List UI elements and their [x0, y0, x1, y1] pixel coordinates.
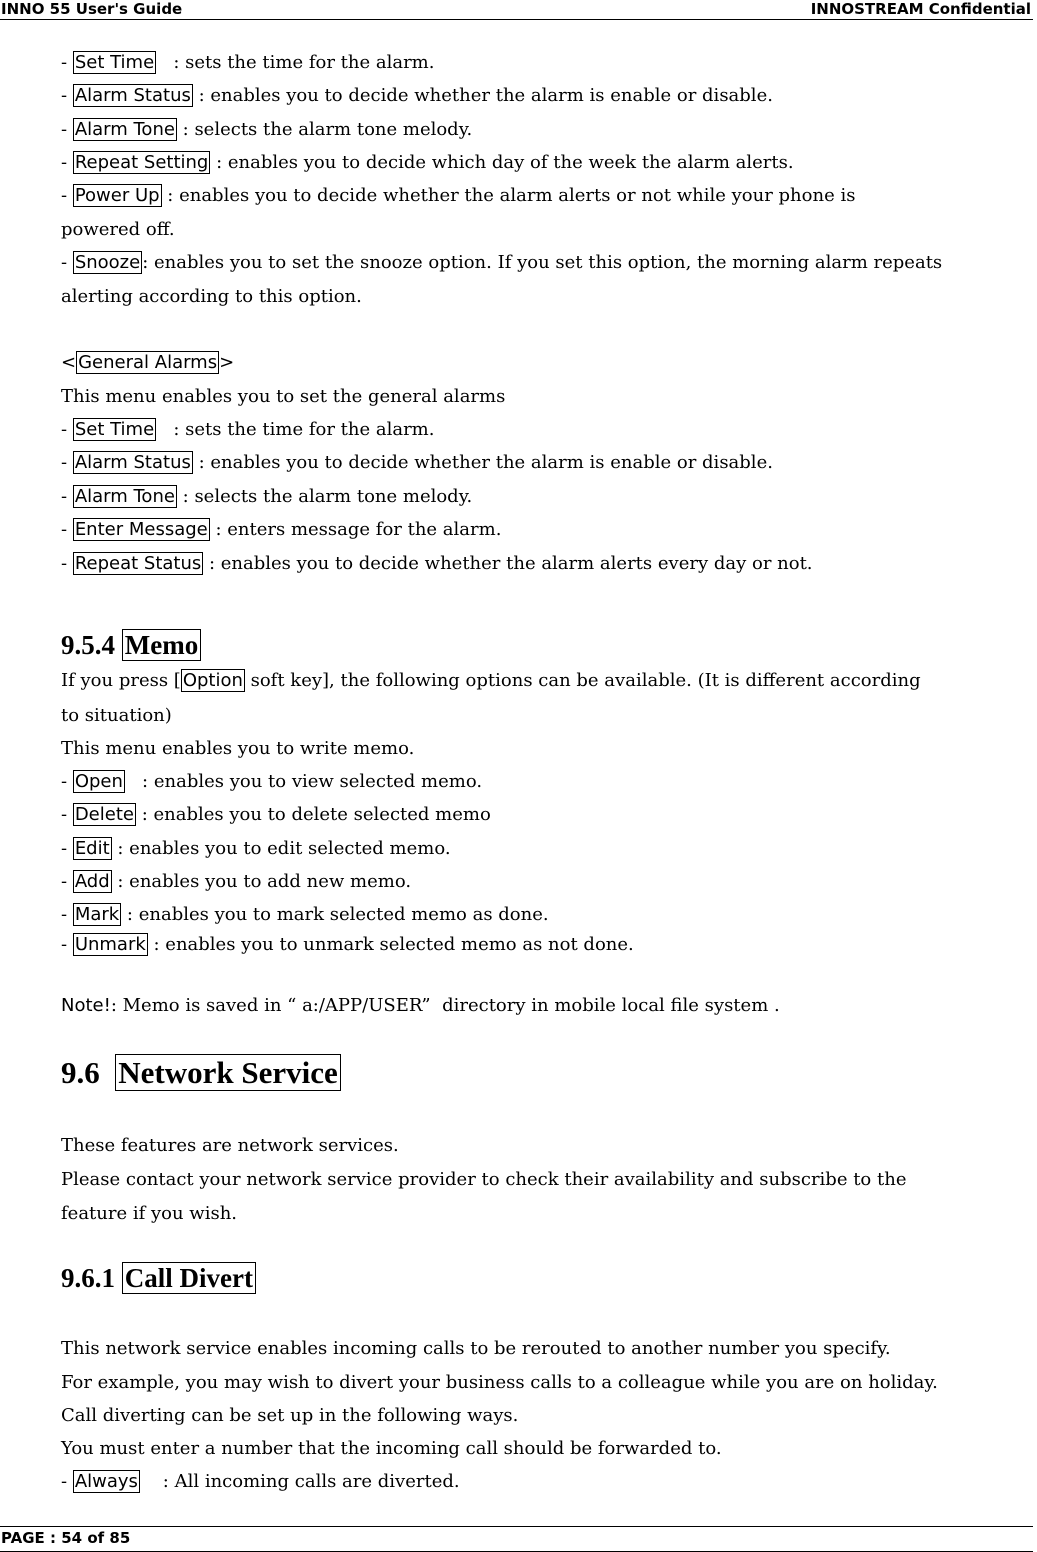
- paragraph: These features are network services.: [61, 1135, 399, 1156]
- term-enter-message: Enter Message: [74, 519, 208, 540]
- header-doc-title: INNO 55 User's Guide: [1, 0, 183, 18]
- term-general-alarms: General Alarms: [78, 352, 218, 373]
- note-label: Note!: [61, 995, 111, 1016]
- list-item: - Mark : enables you to mark selected memo as done.: [61, 904, 549, 925]
- list-item: - Repeat Status : enables you to decide whether the alarm alerts every day or not.: [61, 553, 813, 574]
- page-header: [0, 0, 1033, 20]
- continuation-text: alerting according to this option.: [61, 286, 362, 307]
- section-heading-memo: 9.5.4 Memo: [61, 628, 201, 662]
- header-confidential: INNOSTREAM Confidential: [810, 0, 1031, 18]
- network-service-title: Network Service: [115, 1054, 341, 1091]
- list-item: - Alarm Status : enables you to decide whether the alarm is enable or disable.: [61, 452, 773, 473]
- term-edit: Edit: [74, 838, 110, 859]
- call-divert-title: Call Divert: [122, 1262, 256, 1294]
- list-item: - Snooze : enables you to set the snooze option. If you set this option, the morning alarm repeats: [61, 252, 943, 273]
- continuation-text: to situation): [61, 705, 172, 726]
- paragraph: Call diverting can be set up in the following ways.: [61, 1405, 519, 1426]
- list-item: - Repeat Setting : enables you to decide which day of the week the alarm alerts.: [61, 152, 794, 173]
- term-set-time: Set Time: [74, 52, 155, 73]
- list-item: - Power Up : enables you to decide whether the alarm alerts or not while your phone is: [61, 185, 856, 206]
- list-item: - Delete : enables you to delete selected memo: [61, 804, 491, 825]
- page-footer: [0, 1526, 1033, 1552]
- section-heading-network-service: 9.6 Network Service: [61, 1053, 341, 1093]
- list-item: - Alarm Status : enables you to decide whether the alarm is enable or disable.: [61, 85, 773, 106]
- paragraph: Please contact your network service provider to check their availability and subscribe to the: [61, 1169, 907, 1190]
- term-snooze: Snooze: [74, 252, 141, 273]
- term-alarm-status: Alarm Status: [74, 85, 191, 106]
- list-item: - Set Time : sets the time for the alarm.: [61, 52, 435, 73]
- term-alarm-tone: Alarm Tone: [74, 119, 175, 140]
- term-add: Add: [74, 871, 110, 892]
- term-open: Open: [74, 771, 123, 792]
- memo-desc: This menu enables you to write memo.: [61, 738, 415, 759]
- memo-intro: If you press [ Option soft key], the following options can be available. (It is different according: [61, 670, 921, 691]
- list-item: - Always : All incoming calls are diverted.: [61, 1471, 460, 1492]
- list-item: - Enter Message : enters message for the alarm.: [61, 519, 502, 540]
- general-alarms-heading: < General Alarms >: [61, 352, 235, 373]
- paragraph: This network service enables incoming calls to be rerouted to another number you specify.: [61, 1338, 891, 1359]
- memo-note: Note!: Memo is saved in “ a:/APP/USER” directory in mobile local file system .: [61, 995, 780, 1016]
- term-always: Always: [74, 1471, 138, 1492]
- term-power-up: Power Up: [74, 185, 160, 206]
- term-alarm-tone: Alarm Tone: [74, 486, 175, 507]
- term-repeat-status: Repeat Status: [74, 553, 202, 574]
- paragraph: You must enter a number that the incoming call should be forwarded to.: [61, 1438, 722, 1459]
- list-item: - Open : enables you to view selected memo.: [61, 771, 483, 792]
- page-number: PAGE : 54 of 85: [1, 1529, 131, 1547]
- list-item: - Alarm Tone : selects the alarm tone melody.: [61, 486, 473, 507]
- term-repeat-setting: Repeat Setting: [74, 152, 209, 173]
- term-unmark: Unmark: [74, 934, 146, 955]
- list-item: - Add : enables you to add new memo.: [61, 871, 412, 892]
- memo-title: Memo: [122, 629, 201, 661]
- term-delete: Delete: [74, 804, 134, 825]
- term-set-time: Set Time: [74, 419, 155, 440]
- list-item: - Alarm Tone : selects the alarm tone melody.: [61, 119, 473, 140]
- section-heading-call-divert: 9.6.1 Call Divert: [61, 1261, 256, 1295]
- term-mark: Mark: [74, 904, 120, 925]
- term-alarm-status: Alarm Status: [74, 452, 191, 473]
- list-item: - Unmark : enables you to unmark selected memo as not done.: [61, 934, 634, 955]
- term-option: Option: [182, 670, 243, 691]
- general-alarms-intro: This menu enables you to set the general alarms: [61, 386, 506, 407]
- paragraph: For example, you may wish to divert your business calls to a colleague while you are on holiday.: [61, 1372, 938, 1393]
- continuation-text: feature if you wish.: [61, 1203, 238, 1224]
- list-item: - Edit : enables you to edit selected memo.: [61, 838, 451, 859]
- continuation-text: powered off.: [61, 219, 175, 240]
- list-item: - Set Time : sets the time for the alarm.: [61, 419, 435, 440]
